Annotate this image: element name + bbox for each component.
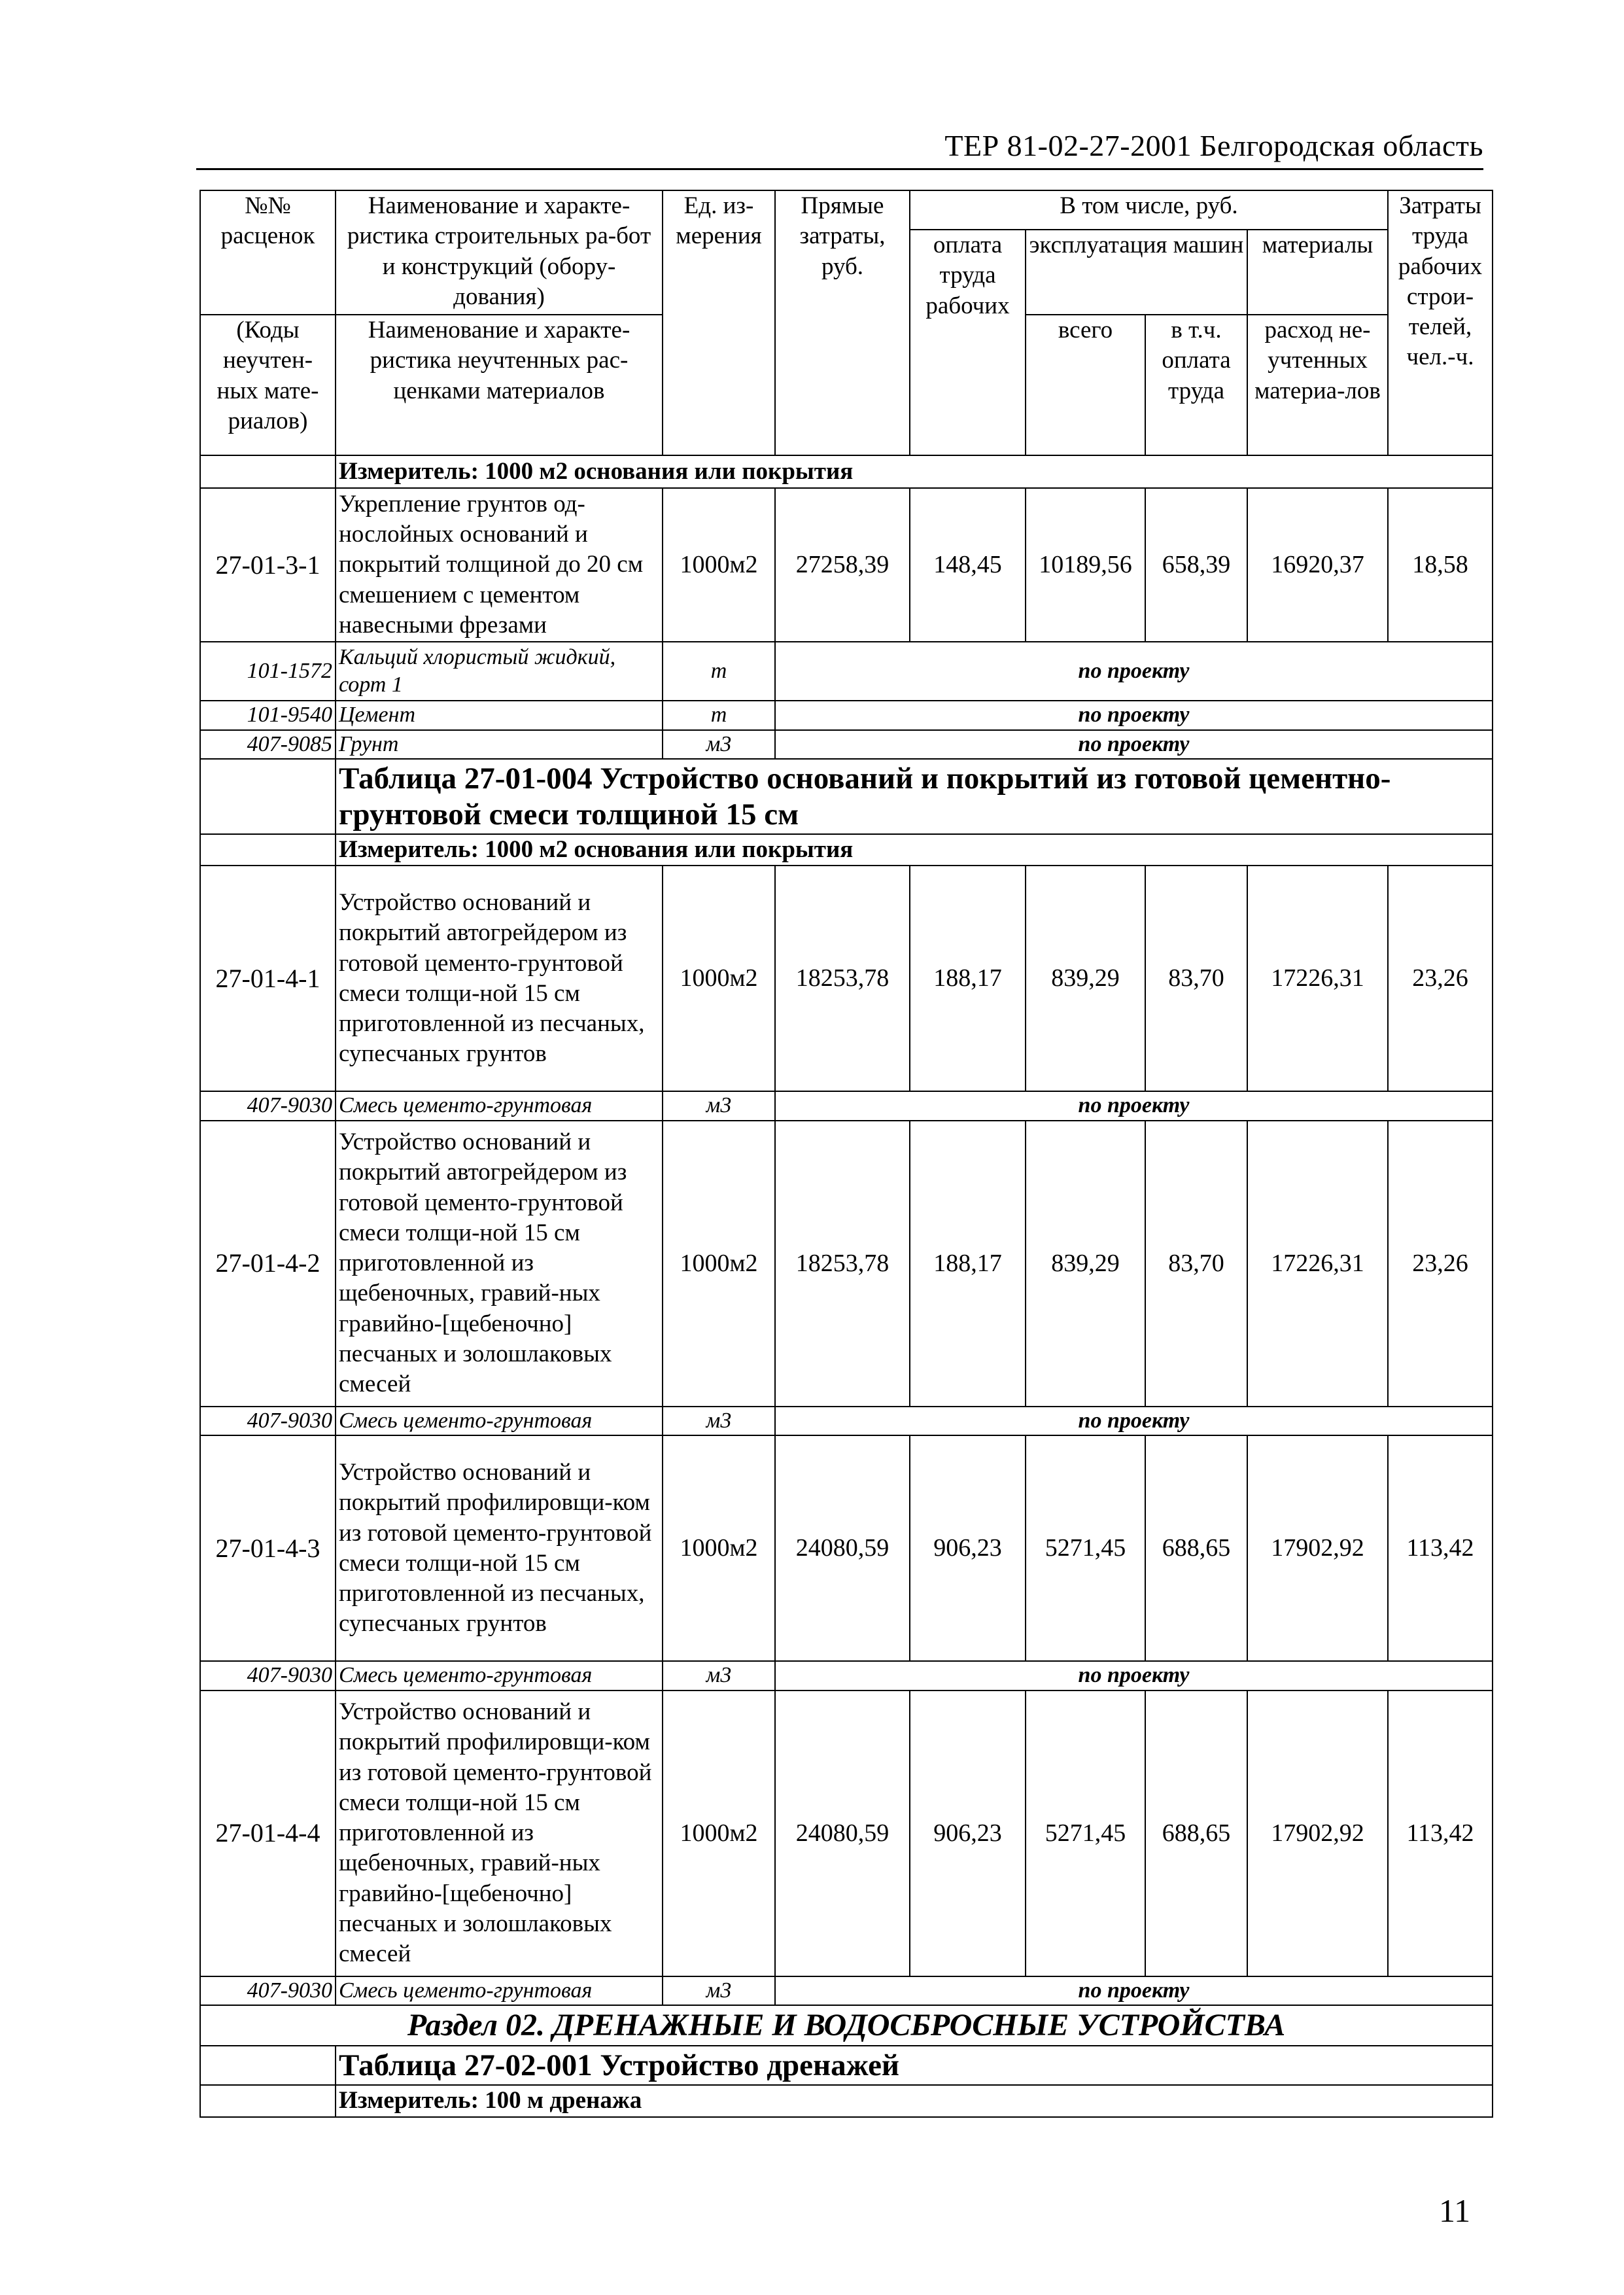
rate-labor: 23,26 bbox=[1388, 1121, 1493, 1407]
rate-name: Устройство оснований и покрытий профилировщи-ком из готовой цементо-грунтовой смеси толщи-ной 15 см приготовленной из щебеночных, гравий-ных гравийно-[щебеночно] песчаных и золошлаковых смесей bbox=[336, 1691, 663, 1976]
material-value: по проекту bbox=[775, 701, 1493, 730]
col-name-alt-header: Наименование и характе-ристика неучтенных рас-ценками материалов bbox=[336, 315, 663, 455]
table-row bbox=[200, 1121, 1493, 1407]
rate-code: 27-01-4-1 bbox=[200, 866, 336, 1091]
material-unit: т bbox=[663, 701, 775, 730]
rate-labor: 113,42 bbox=[1388, 1435, 1493, 1661]
rate-wages: 148,45 bbox=[910, 488, 1026, 642]
meter-row bbox=[200, 455, 1493, 488]
rate-wages: 188,17 bbox=[910, 866, 1026, 1091]
material-unit: м3 bbox=[663, 1976, 775, 2006]
col-wages-header: оплата труда рабочих bbox=[910, 230, 1026, 455]
material-name: Смесь цементо-грунтовая bbox=[336, 1091, 663, 1121]
col-code-alt-header: (Коды неучтен-ных мате-риалов) bbox=[200, 315, 336, 455]
table-title: Таблица 27-02-001 Устройство дренажей bbox=[336, 2046, 1493, 2085]
col-code-header: №№ расценок bbox=[200, 190, 336, 315]
material-value: по проекту bbox=[775, 642, 1493, 701]
material-code: 407-9030 bbox=[200, 1091, 336, 1121]
col-unit-header: Ед. из-мерения bbox=[663, 190, 775, 455]
header-row bbox=[200, 190, 1493, 230]
material-name: Кальций хлористый жидкий, сорт 1 bbox=[336, 642, 663, 701]
page-header bbox=[196, 128, 1483, 170]
material-code: 407-9085 bbox=[200, 730, 336, 760]
material-code: 407-9030 bbox=[200, 1976, 336, 2006]
material-code: 407-9030 bbox=[200, 1661, 336, 1691]
rate-machines: 5271,45 bbox=[1026, 1435, 1145, 1661]
rate-unit: 1000м2 bbox=[663, 1435, 775, 1661]
rate-code: 27-01-4-2 bbox=[200, 1121, 336, 1407]
rate-materials: 17902,92 bbox=[1247, 1691, 1388, 1976]
col-machines-total-header: всего bbox=[1026, 315, 1145, 455]
rate-materials: 17226,31 bbox=[1247, 866, 1388, 1091]
rate-machines: 839,29 bbox=[1026, 866, 1145, 1091]
section-title: Раздел 02. ДРЕНАЖНЫЕ И ВОДОСБРОСНЫЕ УСТРОЙСТВА bbox=[200, 2005, 1493, 2046]
rate-direct: 24080,59 bbox=[775, 1435, 910, 1661]
material-value: по проекту bbox=[775, 1407, 1493, 1436]
rates-table bbox=[199, 190, 1493, 2118]
material-unit: т bbox=[663, 642, 775, 701]
rate-machines-wages: 83,70 bbox=[1145, 866, 1247, 1091]
material-name: Смесь цементо-грунтовая bbox=[336, 1407, 663, 1436]
material-value: по проекту bbox=[775, 730, 1493, 760]
material-name: Грунт bbox=[336, 730, 663, 760]
material-row bbox=[200, 1976, 1493, 2006]
col-incl-header: В том числе, руб. bbox=[910, 190, 1388, 230]
table-row bbox=[200, 1691, 1493, 1976]
rate-code: 27-01-3-1 bbox=[200, 488, 336, 642]
rate-unit: 1000м2 bbox=[663, 1121, 775, 1407]
material-unit: м3 bbox=[663, 1091, 775, 1121]
rate-code: 27-01-4-4 bbox=[200, 1691, 336, 1976]
rate-labor: 113,42 bbox=[1388, 1691, 1493, 1976]
col-materials-alt-header: расход не-учтенных материа-лов bbox=[1247, 315, 1388, 455]
meter-label: Измеритель: 1000 м2 основания или покрытия bbox=[336, 834, 1493, 866]
rate-machines-wages: 658,39 bbox=[1145, 488, 1247, 642]
material-value: по проекту bbox=[775, 1661, 1493, 1691]
rate-name: Укрепление грунтов од-нослойных оснований и покрытий толщиной до 20 см смешением с цементом навесными фрезами bbox=[336, 488, 663, 642]
rate-wages: 906,23 bbox=[910, 1435, 1026, 1661]
section-row bbox=[200, 2005, 1493, 2046]
rate-materials: 17902,92 bbox=[1247, 1435, 1388, 1661]
rate-machines: 5271,45 bbox=[1026, 1691, 1145, 1976]
page-number: 11 bbox=[1439, 2192, 1471, 2229]
table-row bbox=[200, 1435, 1493, 1661]
col-machines-header: эксплуатация машин bbox=[1026, 230, 1247, 315]
col-labor-header: Затраты труда рабочих строи-телей, чел.-ч. bbox=[1388, 190, 1493, 455]
material-value: по проекту bbox=[775, 1976, 1493, 2006]
material-unit: м3 bbox=[663, 1407, 775, 1436]
material-code: 101-9540 bbox=[200, 701, 336, 730]
rate-machines-wages: 83,70 bbox=[1145, 1121, 1247, 1407]
rate-machines-wages: 688,65 bbox=[1145, 1435, 1247, 1661]
table-title: Таблица 27-01-004 Устройство оснований и покрытий из готовой цементно-грунтовой смеси толщиной 15 см bbox=[336, 759, 1493, 834]
material-name: Смесь цементо-грунтовая bbox=[336, 1661, 663, 1691]
rate-name: Устройство оснований и покрытий профилировщи-ком из готовой цементо-грунтовой смеси толщи-ной 15 см приготовленной из песчаных, супесчаных грунтов bbox=[336, 1435, 663, 1661]
material-code: 101-1572 bbox=[200, 642, 336, 701]
material-name: Смесь цементо-грунтовая bbox=[336, 1976, 663, 2006]
material-unit: м3 bbox=[663, 730, 775, 760]
rate-direct: 24080,59 bbox=[775, 1691, 910, 1976]
material-row bbox=[200, 1091, 1493, 1121]
rate-materials: 17226,31 bbox=[1247, 1121, 1388, 1407]
material-name: Цемент bbox=[336, 701, 663, 730]
material-code: 407-9030 bbox=[200, 1407, 336, 1436]
material-row bbox=[200, 730, 1493, 760]
col-direct-header: Прямые затраты, руб. bbox=[775, 190, 910, 455]
rate-labor: 23,26 bbox=[1388, 866, 1493, 1091]
rate-labor: 18,58 bbox=[1388, 488, 1493, 642]
rate-wages: 188,17 bbox=[910, 1121, 1026, 1407]
rate-machines: 10189,56 bbox=[1026, 488, 1145, 642]
rate-name: Устройство оснований и покрытий автогрейдером из готовой цементо-грунтовой смеси толщи-ной 15 см приготовленной из щебеночных, гравий-ных гравийно-[щебеночно] песчаных и золошлаковых смесей bbox=[336, 1121, 663, 1407]
rate-machines-wages: 688,65 bbox=[1145, 1691, 1247, 1976]
rate-unit: 1000м2 bbox=[663, 488, 775, 642]
rate-direct: 27258,39 bbox=[775, 488, 910, 642]
rate-wages: 906,23 bbox=[910, 1691, 1026, 1976]
meter-label: Измеритель: 100 м дренажа bbox=[336, 2085, 1493, 2116]
material-row bbox=[200, 1407, 1493, 1436]
document-title: ТЕР 81-02-27-2001 Белгородская область bbox=[944, 129, 1483, 162]
table-row bbox=[200, 488, 1493, 642]
meter-row bbox=[200, 834, 1493, 866]
rate-unit: 1000м2 bbox=[663, 866, 775, 1091]
material-row bbox=[200, 701, 1493, 730]
rate-code: 27-01-4-3 bbox=[200, 1435, 336, 1661]
col-name-header: Наименование и характе-ристика строительных ра-бот и конструкций (обору-дования) bbox=[336, 190, 663, 315]
rate-direct: 18253,78 bbox=[775, 1121, 910, 1407]
table-row bbox=[200, 866, 1493, 1091]
rate-unit: 1000м2 bbox=[663, 1691, 775, 1976]
rate-name: Устройство оснований и покрытий автогрейдером из готовой цементо-грунтовой смеси толщи-ной 15 см приготовленной из песчаных, супесчаных грунтов bbox=[336, 866, 663, 1091]
material-value: по проекту bbox=[775, 1091, 1493, 1121]
rate-machines: 839,29 bbox=[1026, 1121, 1145, 1407]
material-row bbox=[200, 1661, 1493, 1691]
meter-row bbox=[200, 2085, 1493, 2116]
meter-label: Измеритель: 1000 м2 основания или покрытия bbox=[336, 455, 1493, 488]
rate-materials: 16920,37 bbox=[1247, 488, 1388, 642]
rate-direct: 18253,78 bbox=[775, 866, 910, 1091]
table-title-row bbox=[200, 2046, 1493, 2085]
material-unit: м3 bbox=[663, 1661, 775, 1691]
col-materials-header: материалы bbox=[1247, 230, 1388, 315]
material-row bbox=[200, 642, 1493, 701]
header-rule bbox=[196, 168, 1483, 170]
table-title-row bbox=[200, 759, 1493, 834]
col-machines-wages-header: в т.ч. оплата труда bbox=[1145, 315, 1247, 455]
